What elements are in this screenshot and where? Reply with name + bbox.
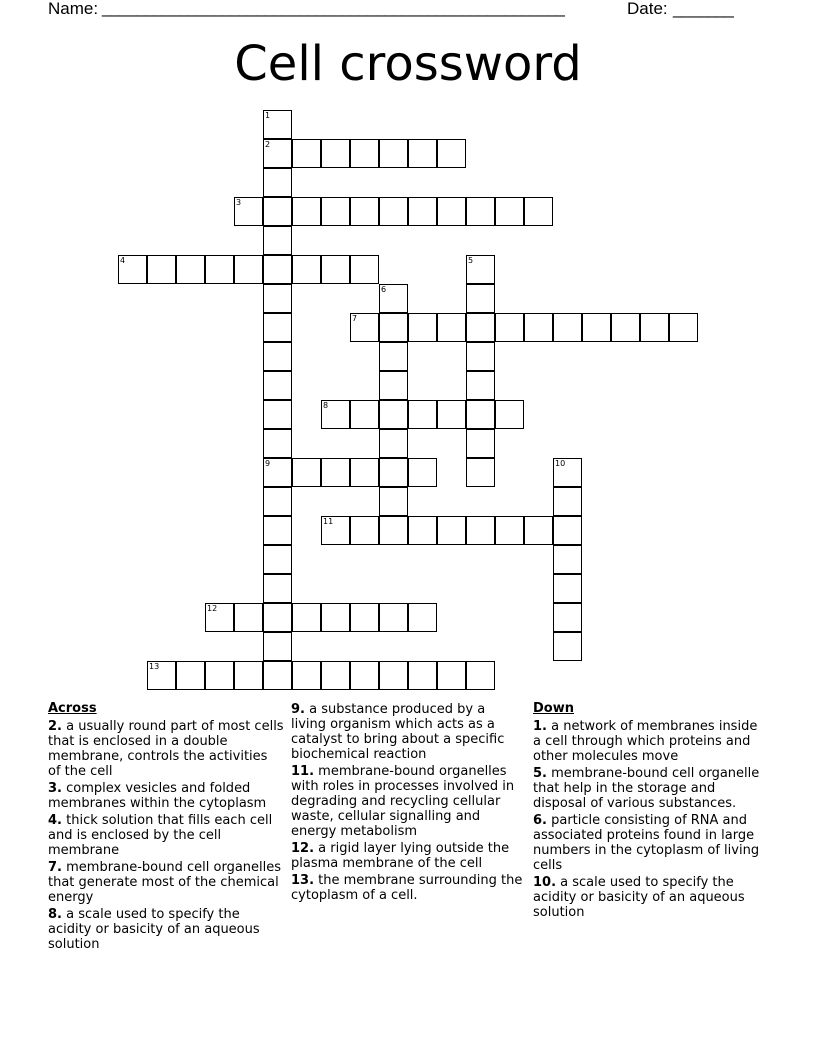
date-label: Date:	[627, 0, 668, 18]
crossword-cell[interactable]	[437, 197, 466, 226]
crossword-cell[interactable]	[408, 313, 437, 342]
crossword-cell[interactable]	[640, 313, 669, 342]
clue-number-label: 11.	[291, 764, 315, 779]
clue-item	[291, 841, 523, 871]
clue-text: a scale used to specify the acidity or basicity of an aqueous solution	[533, 875, 745, 920]
crossword-cell[interactable]	[582, 313, 611, 342]
crossword-cell[interactable]	[379, 371, 408, 400]
clue-number-label: 9.	[291, 702, 305, 717]
crossword-cell[interactable]	[553, 458, 582, 487]
crossword-cell[interactable]	[263, 603, 292, 632]
crossword-cell[interactable]	[321, 139, 350, 168]
crossword-cell[interactable]	[553, 516, 582, 545]
clue-number: 5	[468, 256, 474, 265]
clue-text: membrane-bound organelles with roles in processes involved in degrading and recycling cellular waste, cellular signalling and energy metabolism	[291, 764, 515, 839]
crossword-cell[interactable]	[437, 661, 466, 690]
crossword-cell[interactable]	[263, 139, 292, 168]
crossword-cell[interactable]	[408, 139, 437, 168]
crossword-cell[interactable]	[263, 110, 292, 139]
clue-text: the membrane surrounding the cytoplasm of a cell.	[291, 873, 523, 903]
crossword-cell[interactable]	[263, 632, 292, 661]
clue-number: 11	[323, 517, 334, 526]
clue-item	[533, 766, 765, 811]
crossword-cell[interactable]	[379, 400, 408, 429]
clue-item	[48, 860, 284, 905]
crossword-cell[interactable]	[321, 255, 350, 284]
crossword-cell[interactable]	[466, 458, 495, 487]
crossword-cell[interactable]	[379, 284, 408, 313]
crossword-cell[interactable]	[321, 458, 350, 487]
crossword-cell[interactable]	[263, 400, 292, 429]
crossword-cell[interactable]	[379, 342, 408, 371]
clue-number: 4	[120, 256, 126, 265]
crossword-cell[interactable]	[466, 516, 495, 545]
clue-text: complex vesicles and folded membranes within the cytoplasm	[48, 781, 267, 811]
across-clue-list-2	[291, 702, 523, 903]
crossword-cell[interactable]	[263, 574, 292, 603]
crossword-cell[interactable]	[553, 603, 582, 632]
clue-number-label: 4.	[48, 813, 62, 828]
crossword-cell[interactable]	[147, 255, 176, 284]
crossword-cell[interactable]	[263, 342, 292, 371]
crossword-cell[interactable]	[553, 574, 582, 603]
crossword-cell[interactable]	[321, 400, 350, 429]
clue-text: a scale used to specify the acidity or basicity of an aqueous solution	[48, 907, 260, 952]
crossword-cell[interactable]	[379, 197, 408, 226]
crossword-cell[interactable]	[466, 400, 495, 429]
crossword-cell[interactable]	[495, 400, 524, 429]
clue-text: particle consisting of RNA and associated proteins found in large numbers in the cytoplasm of living cells	[533, 813, 760, 873]
clue-item	[291, 702, 523, 762]
crossword-cell[interactable]	[234, 255, 263, 284]
crossword-cell[interactable]	[524, 197, 553, 226]
crossword-cell[interactable]	[292, 197, 321, 226]
crossword-cell[interactable]	[379, 487, 408, 516]
crossword-cell[interactable]	[321, 197, 350, 226]
crossword-cell[interactable]	[263, 516, 292, 545]
crossword-cell[interactable]	[263, 284, 292, 313]
crossword-cell[interactable]	[292, 458, 321, 487]
clue-item	[533, 719, 765, 764]
crossword-cell[interactable]	[408, 197, 437, 226]
crossword-cell[interactable]	[350, 139, 379, 168]
clue-text: a rigid layer lying outside the plasma membrane of the cell	[291, 841, 510, 871]
crossword-cell[interactable]	[466, 371, 495, 400]
crossword-cell[interactable]	[466, 661, 495, 690]
clue-number-label: 1.	[533, 719, 547, 734]
crossword-cell[interactable]	[553, 545, 582, 574]
crossword-cell[interactable]	[437, 139, 466, 168]
clue-number: 3	[236, 198, 242, 207]
crossword-cell[interactable]	[408, 516, 437, 545]
crossword-cell[interactable]	[350, 400, 379, 429]
crossword-cell[interactable]	[495, 516, 524, 545]
crossword-cell[interactable]	[147, 661, 176, 690]
crossword-cell[interactable]	[118, 255, 147, 284]
crossword-cell[interactable]	[321, 603, 350, 632]
down-heading: Down	[533, 701, 574, 716]
clue-text: a network of membranes inside a cell through which proteins and other molecules move	[533, 719, 758, 764]
crossword-cell[interactable]	[466, 284, 495, 313]
crossword-cell[interactable]	[611, 313, 640, 342]
crossword-cell[interactable]	[379, 429, 408, 458]
clue-item	[48, 781, 284, 811]
clue-number-label: 2.	[48, 719, 62, 734]
name-label: Name:	[48, 0, 99, 18]
clue-number: 13	[149, 662, 160, 671]
crossword-cell[interactable]	[437, 400, 466, 429]
clue-text: membrane-bound cell organelles that generate most of the chemical energy	[48, 860, 282, 905]
crossword-cell[interactable]	[263, 313, 292, 342]
clue-text: thick solution that fills each cell and is enclosed by the cell membrane	[48, 813, 273, 858]
crossword-cell[interactable]	[234, 661, 263, 690]
crossword-cell[interactable]	[205, 661, 234, 690]
clue-number-label: 6.	[533, 813, 547, 828]
crossword-cell[interactable]	[176, 255, 205, 284]
crossword-cell[interactable]	[553, 313, 582, 342]
clue-number: 12	[207, 604, 218, 613]
crossword-cell[interactable]	[234, 603, 263, 632]
crossword-cell[interactable]	[408, 661, 437, 690]
clue-number-label: 13.	[291, 873, 315, 888]
clue-number: 8	[323, 401, 329, 410]
clue-number-label: 8.	[48, 907, 62, 922]
crossword-cell[interactable]	[408, 400, 437, 429]
crossword-cell[interactable]	[292, 255, 321, 284]
crossword-cell[interactable]	[321, 661, 350, 690]
crossword-cell[interactable]	[263, 255, 292, 284]
crossword-cell[interactable]	[350, 603, 379, 632]
crossword-cell[interactable]	[292, 661, 321, 690]
crossword-cell[interactable]	[524, 313, 553, 342]
crossword-cell[interactable]	[495, 197, 524, 226]
crossword-cell[interactable]	[524, 516, 553, 545]
crossword-cell[interactable]	[350, 255, 379, 284]
crossword-cell[interactable]	[292, 603, 321, 632]
crossword-cell[interactable]	[263, 458, 292, 487]
crossword-cell[interactable]	[379, 516, 408, 545]
clue-number: 9	[265, 459, 271, 468]
across-heading: Across	[48, 701, 97, 716]
crossword-cell[interactable]	[350, 197, 379, 226]
crossword-cell[interactable]	[350, 313, 379, 342]
crossword-cell[interactable]	[466, 313, 495, 342]
crossword-cell[interactable]	[553, 487, 582, 516]
clue-item	[291, 764, 523, 839]
crossword-cell[interactable]	[263, 371, 292, 400]
crossword-cell[interactable]	[234, 197, 263, 226]
crossword-cell[interactable]	[466, 197, 495, 226]
clue-number-label: 7.	[48, 860, 62, 875]
clue-number-label: 12.	[291, 841, 315, 856]
page-title: Cell crossword	[234, 36, 582, 92]
crossword-cell[interactable]	[379, 313, 408, 342]
crossword-cell[interactable]	[466, 342, 495, 371]
crossword-cell[interactable]	[350, 516, 379, 545]
crossword-cell[interactable]	[437, 516, 466, 545]
clue-item	[291, 873, 523, 903]
crossword-cell[interactable]	[379, 139, 408, 168]
crossword-cell[interactable]	[379, 458, 408, 487]
crossword-cell[interactable]	[495, 313, 524, 342]
clue-text: a usually round part of most cells that is enclosed in a double membrane, controls the activities of the cell	[48, 719, 284, 779]
crossword-cell[interactable]	[263, 197, 292, 226]
crossword-cell[interactable]	[553, 632, 582, 661]
clue-item	[48, 813, 284, 858]
crossword-cell[interactable]	[205, 255, 234, 284]
crossword-cell[interactable]	[669, 313, 698, 342]
clue-item	[533, 813, 765, 873]
clue-number-label: 5.	[533, 766, 547, 781]
crossword-cell[interactable]	[437, 313, 466, 342]
crossword-cell[interactable]	[379, 661, 408, 690]
crossword-cell[interactable]	[176, 661, 205, 690]
crossword-cell[interactable]	[466, 429, 495, 458]
clue-number: 6	[381, 285, 387, 294]
clue-item	[533, 875, 765, 920]
crossword-cell[interactable]	[263, 661, 292, 690]
crossword-cell[interactable]	[292, 139, 321, 168]
crossword-cell[interactable]	[350, 458, 379, 487]
clue-text: a substance produced by a living organism which acts as a catalyst to bring about a specific biochemical reaction	[291, 702, 505, 762]
crossword-cell[interactable]	[408, 603, 437, 632]
crossword-cell[interactable]	[408, 458, 437, 487]
crossword-cell[interactable]	[350, 661, 379, 690]
clue-text: membrane-bound cell organelle that help in the storage and disposal of various substances.	[533, 766, 760, 811]
clue-number-label: 10.	[533, 875, 557, 890]
clue-number-label: 3.	[48, 781, 62, 796]
down-clues-column	[533, 701, 765, 922]
crossword-cell[interactable]	[205, 603, 234, 632]
crossword-cell[interactable]	[466, 255, 495, 284]
clue-item	[48, 719, 284, 779]
across-clue-list-1	[48, 719, 284, 952]
clue-number: 7	[352, 314, 358, 323]
clue-number: 2	[265, 140, 271, 149]
clue-number: 1	[265, 111, 271, 120]
crossword-cell[interactable]	[263, 487, 292, 516]
clue-number: 10	[555, 459, 566, 468]
across-clues-column-2	[291, 702, 523, 905]
across-clues-column-1	[48, 701, 284, 954]
crossword-cell[interactable]	[321, 516, 350, 545]
crossword-cell[interactable]	[379, 603, 408, 632]
crossword-cell[interactable]	[263, 545, 292, 574]
crossword-cell[interactable]	[263, 429, 292, 458]
down-clue-list	[533, 719, 765, 920]
date-field-line[interactable]: _______	[673, 0, 733, 18]
crossword-cell[interactable]	[263, 168, 292, 197]
name-field-line[interactable]: ______________________________________________________	[102, 0, 564, 17]
clue-item	[48, 907, 284, 952]
crossword-cell[interactable]	[263, 226, 292, 255]
